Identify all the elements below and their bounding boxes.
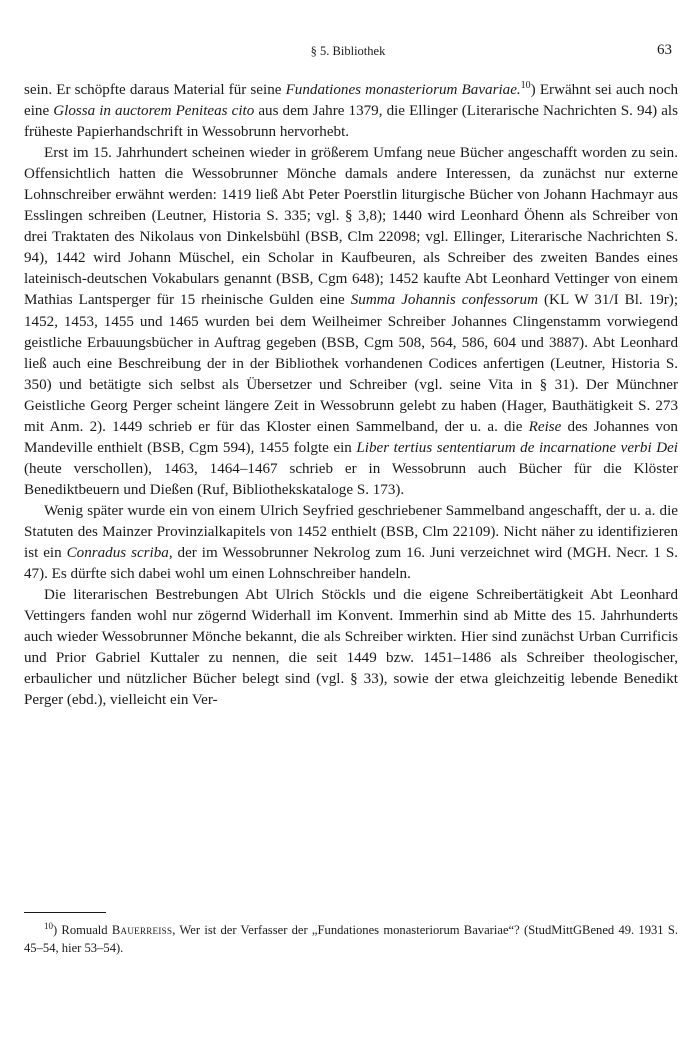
italic-title: Reise xyxy=(528,418,562,435)
text-run: des Johannes von Mandeville enthielt (BSB, Cgm 594), 1455 folgte ein xyxy=(24,418,678,456)
italic-title: Liber tertius sententiarum de incarnatione verbi Dei xyxy=(356,439,678,456)
italic-title: Fundationes monasteriorum Bavariae. xyxy=(285,82,521,98)
page-number: 63 xyxy=(657,42,672,58)
italic-title: Conradus scriba xyxy=(66,545,169,562)
text-run: aus dem Jahre 1379, die Ellinger (Literarische Nachrichten S. 94) als früheste Papierhandschrift in Wessobrunn hervorhebt. xyxy=(24,103,678,141)
italic-title: Glossa in auctorem Peniteas cito xyxy=(53,103,255,120)
paragraph-3 xyxy=(24,501,678,585)
text-run: Erst im 15. Jahrhundert scheinen wieder in größerem Umfang neue Bücher angeschafft worden zu sein. Offensichtlich hatten die Wessobrunner Mönche damals andere Interessen, da zunächst nur externe Lohnschreiber erwähnt werden: 1419 ließ Abt Peter Poerstlin liturgische Bücher von Johann Hachmayr aus Esslingen schreiben (Leutner, Historia S. 335; vgl. § 3,8); 1440 wird Leonhard Öhenn als Schreiber von drei Traktaten des Nikolaus von Dinkelsbühl (BSB, Clm 22098; vgl. Ellinger, Literarische Nachrichten S. 94), 1442 wird Johann Müschel, ein Scholar in Kaufbeuren, als Schreiber des zweiten Bandes eines lateinisch-deutschen Vokabulars genannt (BSB, Cgm 648); 1452 kaufte Abt Leonhard Vettinger von einem Mathias Lantsperger für 15 rheinische Gulden eine xyxy=(24,145,678,309)
text-run: Wenig später wurde ein von einem Ulrich Seyfried geschriebener Sammelband angeschafft, der u. a. die Statuten des Mainzer Provinzialkapitels von 1452 enthielt (BSB, Clm 22109). Nicht näher zu identifizieren ist ein xyxy=(24,502,678,562)
running-title: § 5. Bibliothek xyxy=(310,44,386,58)
text-run: , Wer ist der Verfasser der „Fundationes monasteriorum Bavariae“? (StudMittGBened 49. 1931 S. 45–54, hier 53–54). xyxy=(24,923,678,955)
paragraph-2 xyxy=(24,143,678,501)
footnote-10 xyxy=(24,922,678,957)
page-header xyxy=(22,42,674,62)
italic-title: Summa Johannis confessorum xyxy=(350,292,539,309)
text-run: (heute verschollen), 1463, 1464–1467 schrieb er in Wessobrunn auch Bücher für die Klöster Benediktbeuern und Dießen (Ruf, Bibliothekskataloge S. 173). xyxy=(24,460,678,498)
footnote-divider xyxy=(24,912,106,913)
text-run: ) Romuald xyxy=(53,923,112,937)
body-text xyxy=(24,80,678,711)
text-run: Die literarischen Bestrebungen Abt Ulrich Stöckls und die eigene Schreibertätigkeit Abt Leonhard Vettingers fanden wohl nur zögernd Widerhall im Konvent. Immerhin sind ab Mitte des 15. Jahrhunderts auch wieder Wessobrunner Mönche bekannt, die als Schreiber wirkten. Hier sind zunächst Urban Currificis und Prior Gabriel Kuttaler zu nennen, die seit 1449 bzw. 1451–1486 als Schreiber theologischer, erbaulicher und nützlicher Bücher belegt sind (vgl. § 33), sowie der etwa gleichzeitig lebende Benedikt Perger (ebd.), vielleicht ein Ver- xyxy=(24,587,678,709)
paragraph-1 xyxy=(24,80,678,143)
footnote-ref: 10 xyxy=(520,80,531,91)
text-run: sein. Er schöpfte daraus Material für seine xyxy=(24,82,286,98)
author-name: Bauerreiss xyxy=(111,923,173,937)
footnote-number: 10 xyxy=(44,921,53,931)
footnote xyxy=(24,922,678,957)
paragraph-4 xyxy=(24,585,678,711)
text-run: ) Erwähnt sei auch noch eine xyxy=(24,82,678,120)
text-run: , der im Wessobrunner Nekrolog zum 16. Juni verzeichnet wird (MGH. Necr. 1 S. 47). Es dürfte sich dabei wohl um einen Lohnschreiber handeln. xyxy=(24,545,678,583)
text-run: (KL W 31/I Bl. 19r); 1452, 1453, 1455 und 1465 wurden bei dem Weilheimer Schreiber Johannes Clingenstamm vorwiegend geistliche Erbauungsbücher in Auftrag gegeben (BSB, Cgm 508, 564, 586, 604 und 3887). Abt Leonhard ließ auch eine Beschreibung der in der Bibliothek vorhandenen Codices anfertigen (Leutner, Historia S. 350) und betätigte sich selbst als Übersetzer und Schreiber (vgl. seine Vita in § 31). Der Münchner Geistliche Georg Perger scheint längere Zeit in Wessobrunn gelebt zu haben (Hager, Bauthätigkeit S. 273 mit Anm. 2). 1449 schrieb er für das Kloster einen Sammelband, der u. a. die xyxy=(24,292,679,435)
